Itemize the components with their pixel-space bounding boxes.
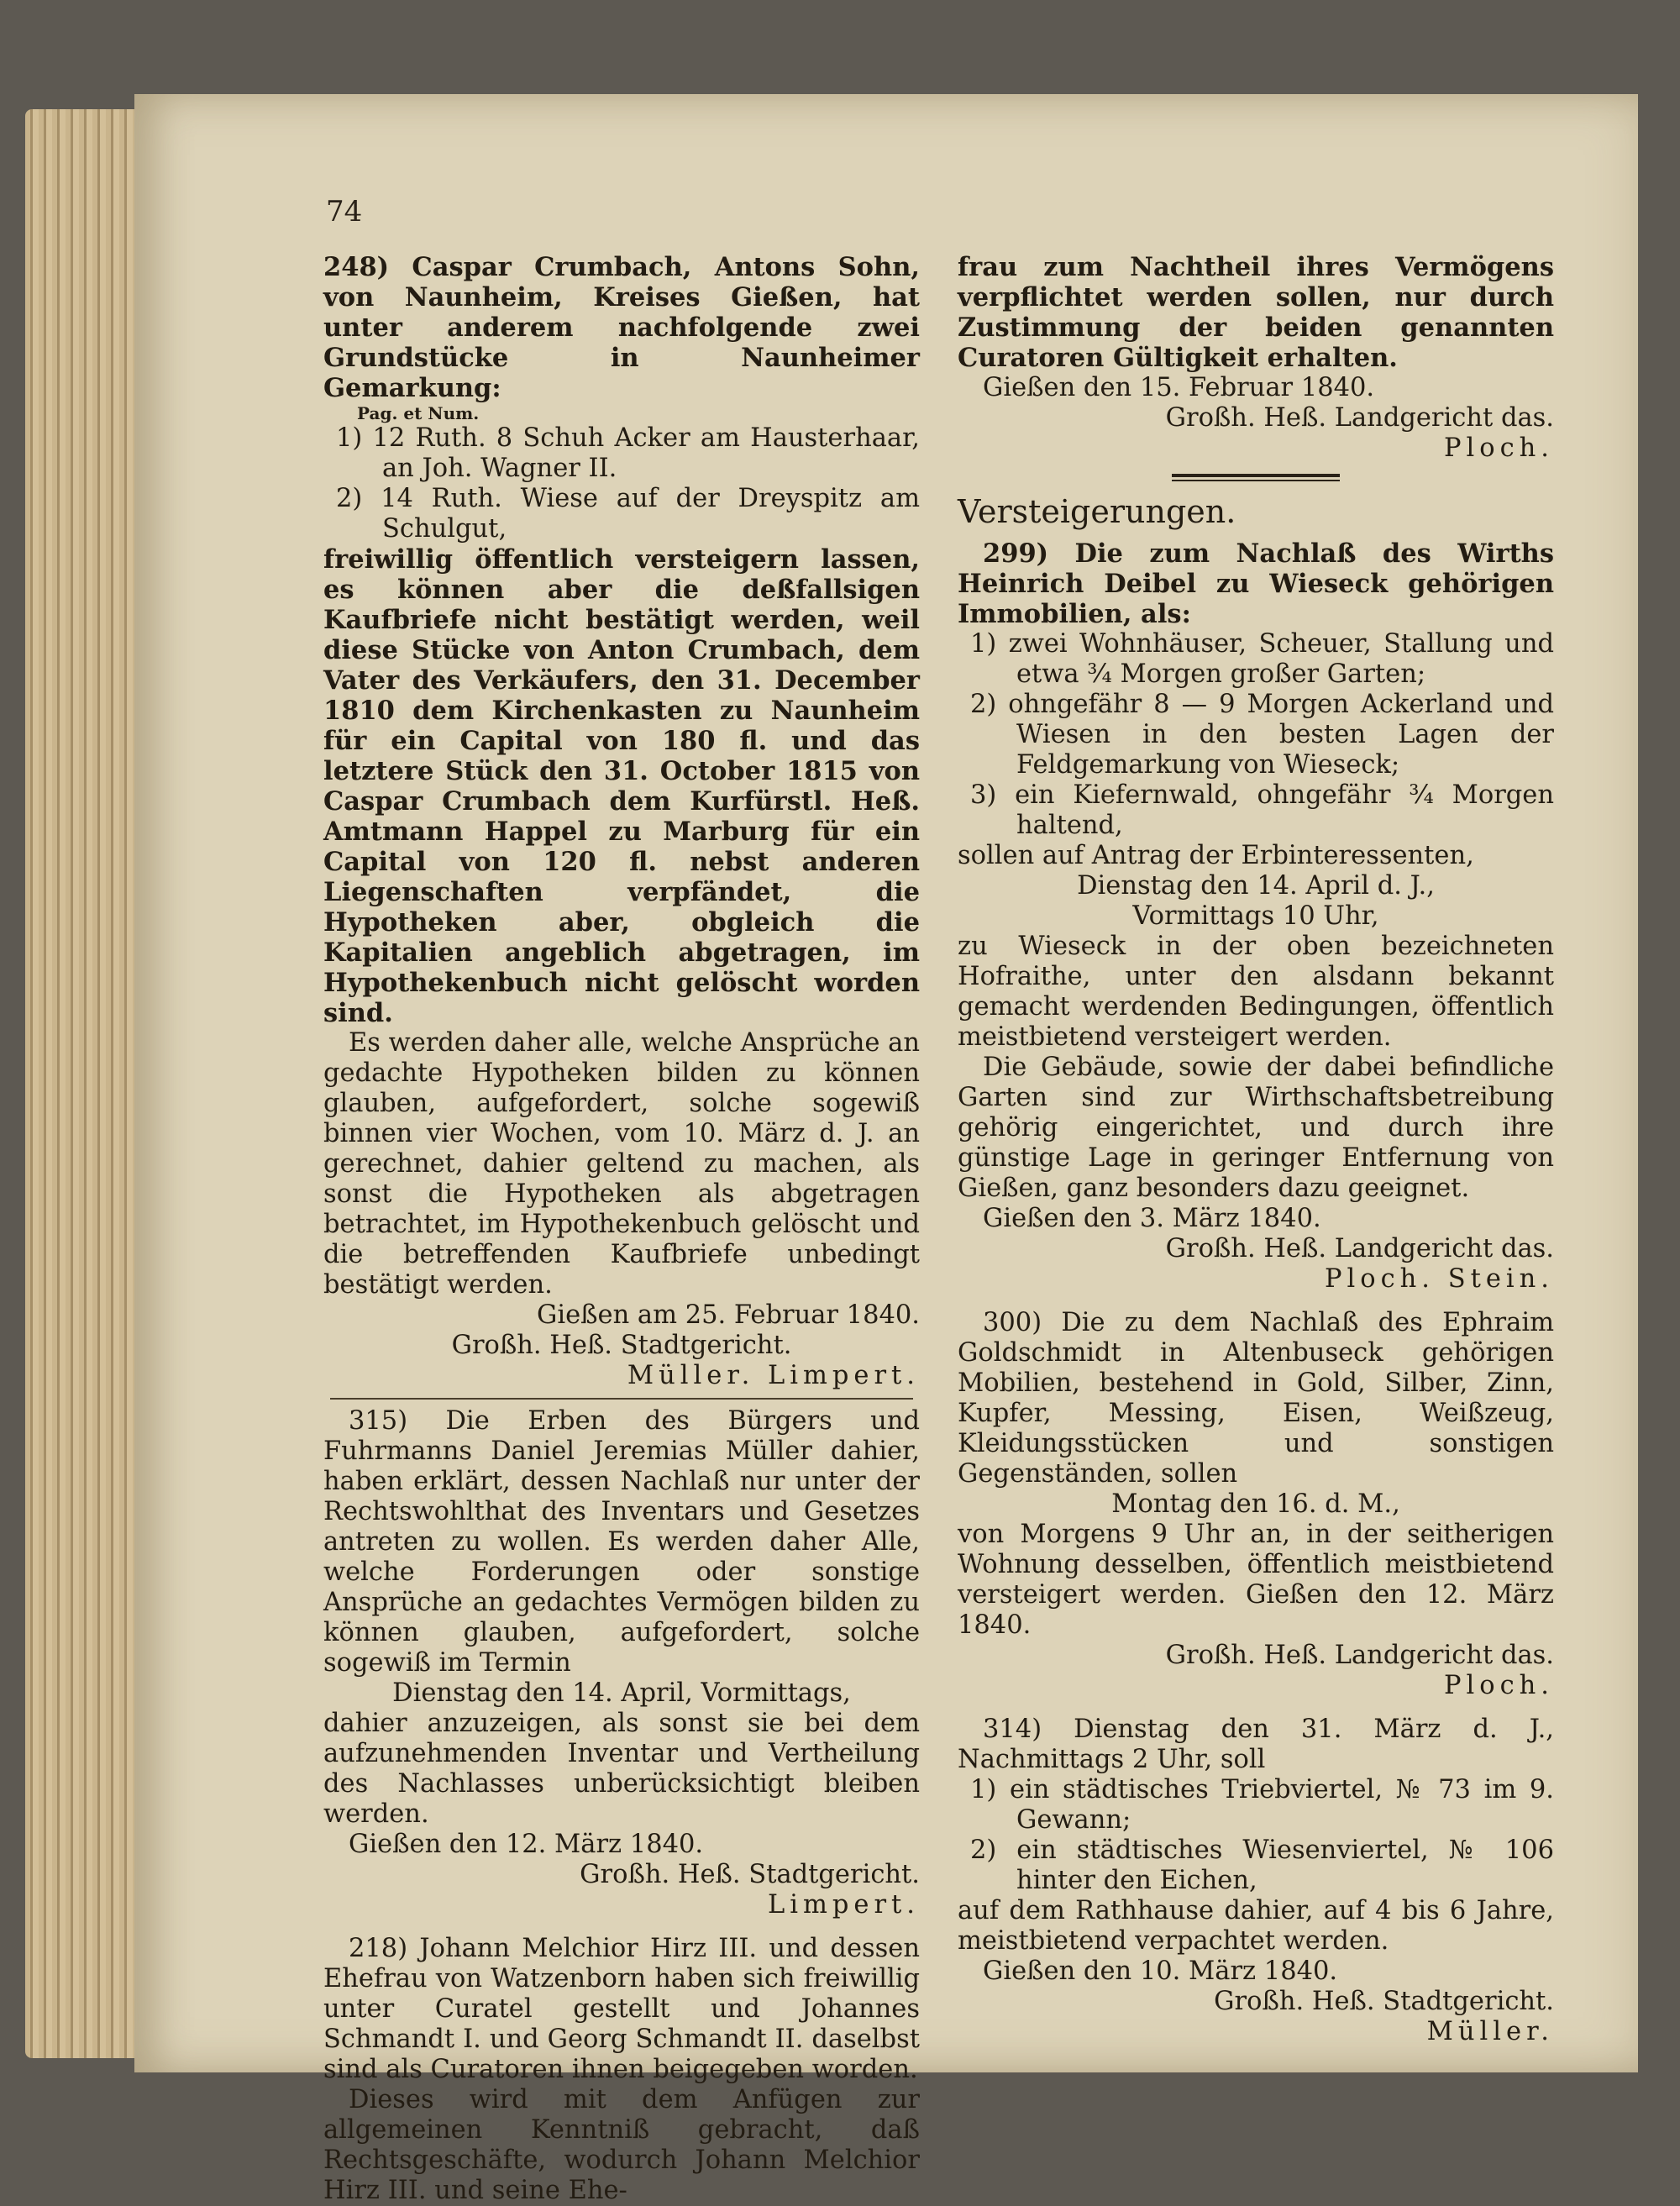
right-column (958, 252, 1554, 2047)
notice-218-court: Großh. Heß. Landgericht das. (1165, 403, 1554, 433)
notice-218-signature: Ploch. (1443, 433, 1554, 463)
notice-300-signature: Ploch. (1443, 1671, 1554, 1700)
notice-248-body: freiwillig öffentlich versteigern lassen, es können aber die deßfallsigen Kaufbriefe nicht bestätigt werden, weil diese Stücke von Anton Crumbach, dem Vater des Verkäufers, den 31. December 1810 dem Kirchenkasten zu Naunheim für ein Capital von 180 fl. und das letztere Stück den 31. October 1815 von Caspar Crumbach dem Kurfürstl. Heß. Amtmann Happel zu Marburg für ein Capital von 120 fl. nebst anderen Liegenschaften verpfändet, die Hypotheken aber, obgleich die Kapitalien angeblich abgetragen, im Hypothekenbuch nicht gelöscht worden sind. (323, 544, 920, 1028)
notice-248-body-2: Es werden daher alle, welche Ansprüche an gedachte Hypotheken bilden zu können glauben, aufgefordert, solche sogewiß binnen vier Wochen, vom 10. März d. J. an gerechnet, dahier geltend zu machen, als sonst die Hypotheken als abgetragen betrachtet, im Hypothekenbuch gelöscht und die betreffenden Kaufbriefe unbedingt bestätigt werden. (323, 1028, 920, 1300)
notice-299-body: sollen auf Antrag der Erbinteressenten, (958, 841, 1474, 870)
notice-299-term-1: Dienstag den 14. April d. J., (1077, 871, 1435, 901)
section-divider (1172, 474, 1340, 481)
notice-300-court: Großh. Heß. Landgericht das. (1165, 1641, 1554, 1670)
notice-314-item-1: 1) ein städtisches Triebviertel, № 73 im 9. Gewann; (970, 1775, 1554, 1835)
notice-300-body: 300) Die zu dem Nachlaß des Ephraim Goldschmidt in Altenbuseck gehörigen Mobilien, bestehend in Gold, Silber, Zinn, Kupfer, Messing, Eisen, Weißzeug, Kleidungsstücken und sonstigen Gegenständen, sollen (958, 1308, 1554, 1489)
notice-299-body-2: zu Wieseck in der oben bezeichneten Hofraithe, unter den alsdann bekannt gemacht werdenden Bedingungen, öffentlich meistbietend versteigert werden. (958, 932, 1554, 1052)
notice-315-body: 315) Die Erben des Bürgers und Fuhrmanns Daniel Jeremias Müller dahier, haben erklärt, dessen Nachlaß nur unter der Rechtswohlthat des Inventars und Gesetzes antreten zu wollen. Es werden daher Alle, welche Forderungen oder sonstige Ansprüche an gedachtes Vermögen bilden zu können glauben, aufgefordert, solche sogewiß im Termin (323, 1406, 920, 1678)
notice-315-term: Dienstag den 14. April, Vormittags, (392, 1678, 851, 1708)
notice-314-item-2: 2) ein städtisches Wiesenviertel, № 106 hinter den Eichen, (970, 1836, 1554, 1895)
notice-314-signature: Müller. (1426, 2017, 1554, 2046)
notice-299-item-1: 1) zwei Wohnhäuser, Scheuer, Stallung und etwa ¾ Morgen großer Garten; (970, 629, 1554, 689)
notice-314-body: auf dem Rathhause dahier, auf 4 bis 6 Jahre, meistbietend verpachtet werden. (958, 1896, 1554, 1956)
section-heading: Versteigerungen. (958, 493, 1236, 530)
notice-314-court: Großh. Heß. Stadtgericht. (1214, 1987, 1554, 2016)
notice-314-intro: 314) Dienstag den 31. März d. J., Nachmittags 2 Uhr, soll (958, 1715, 1554, 1774)
notice-218-body: 218) Johann Melchior Hirz III. und dessen Ehefrau von Watzenborn haben sich freiwillig unter Curatel gestellt und Johannes Schmandt I. und Georg Schmandt II. daselbst sind als Curatoren ihnen beigegeben worden. (323, 1934, 920, 2084)
notice-248-item-1: 1) 12 Ruth. 8 Schuh Acker am Hausterhaar, an Joh. Wagner II. (336, 423, 920, 483)
notice-299-item-2: 2) ohngefähr 8 — 9 Morgen Ackerland und Wiesen in den besten Lagen der Feldgemarkung von Wieseck; (970, 690, 1554, 780)
notice-248-signature: Müller. Limpert. (627, 1361, 920, 1390)
left-column (323, 252, 920, 2206)
notice-299-signature: Ploch. Stein. (1324, 1264, 1554, 1294)
notice-315-body-2: dahier anzuzeigen, als sonst sie bei dem aufzunehmenden Inventar und Vertheilung des Nachlasses unberücksichtigt bleiben werden. (323, 1709, 920, 1829)
notice-248-intro: 248) Caspar Crumbach, Antons Sohn, von Naunheim, Kreises Gießen, hat unter anderem nachfolgende zwei Grundstücke in Naunheimer Gemarkung: (323, 252, 920, 403)
notice-299-body-3: Die Gebäude, sowie der dabei befindliche Garten sind zur Wirthschaftsbetreibung gehörig eingerichtet, und durch ihre günstige Lage in geringer Entfernung von Gießen, ganz besonders dazu geeignet. (958, 1053, 1554, 1203)
notice-218-body-2: Dieses wird mit dem Anfügen zur allgemeinen Kenntniß gebracht, daß Rechtsgeschäfte, wodurch Johann Melchior Hirz III. und seine Ehe- (323, 2085, 920, 2205)
notice-300-body-2: von Morgens 9 Uhr an, in der seitherigen Wohnung desselben, öffentlich meistbietend versteigert werden. Gießen den 12. März 1840. (958, 1520, 1554, 1640)
notice-218-continuation: frau zum Nachtheil ihres Vermögens verpflichtet werden sollen, nur durch Zustimmung der beiden genannten Curatoren Gültigkeit erhalten. (958, 252, 1554, 373)
notice-299-date: Gießen den 3. März 1840. (983, 1204, 1321, 1233)
notice-218-date: Gießen den 15. Februar 1840. (983, 373, 1375, 402)
pag-num-label: Pag. et Num. (357, 403, 480, 423)
page-number: 74 (326, 195, 363, 228)
separator-rule (330, 1398, 913, 1400)
notice-248-date: Gießen am 25. Februar 1840. (537, 1300, 920, 1330)
notice-299-court: Großh. Heß. Landgericht das. (1165, 1234, 1554, 1263)
notice-315-signature: Limpert. (767, 1890, 920, 1920)
notice-300-term: Montag den 16. d. M., (1111, 1489, 1400, 1519)
notice-248-item-2: 2) 14 Ruth. Wiese auf der Dreyspitz am Schulgut, (336, 484, 920, 544)
notice-299-item-3: 3) ein Kiefernwald, ohngefähr ¾ Morgen haltend, (970, 780, 1554, 840)
notice-315-date: Gießen den 12. März 1840. (349, 1830, 704, 1859)
notice-299-term-2: Vormittags 10 Uhr, (1132, 901, 1379, 931)
notice-299-intro: 299) Die zum Nachlaß des Wirths Heinrich Deibel zu Wieseck gehörigen Immobilien, als: (958, 538, 1554, 629)
notice-315-court: Großh. Heß. Stadtgericht. (580, 1860, 920, 1889)
notice-314-date: Gießen den 10. März 1840. (983, 1957, 1338, 1986)
notice-248-court: Großh. Heß. Stadtgericht. (451, 1331, 792, 1360)
